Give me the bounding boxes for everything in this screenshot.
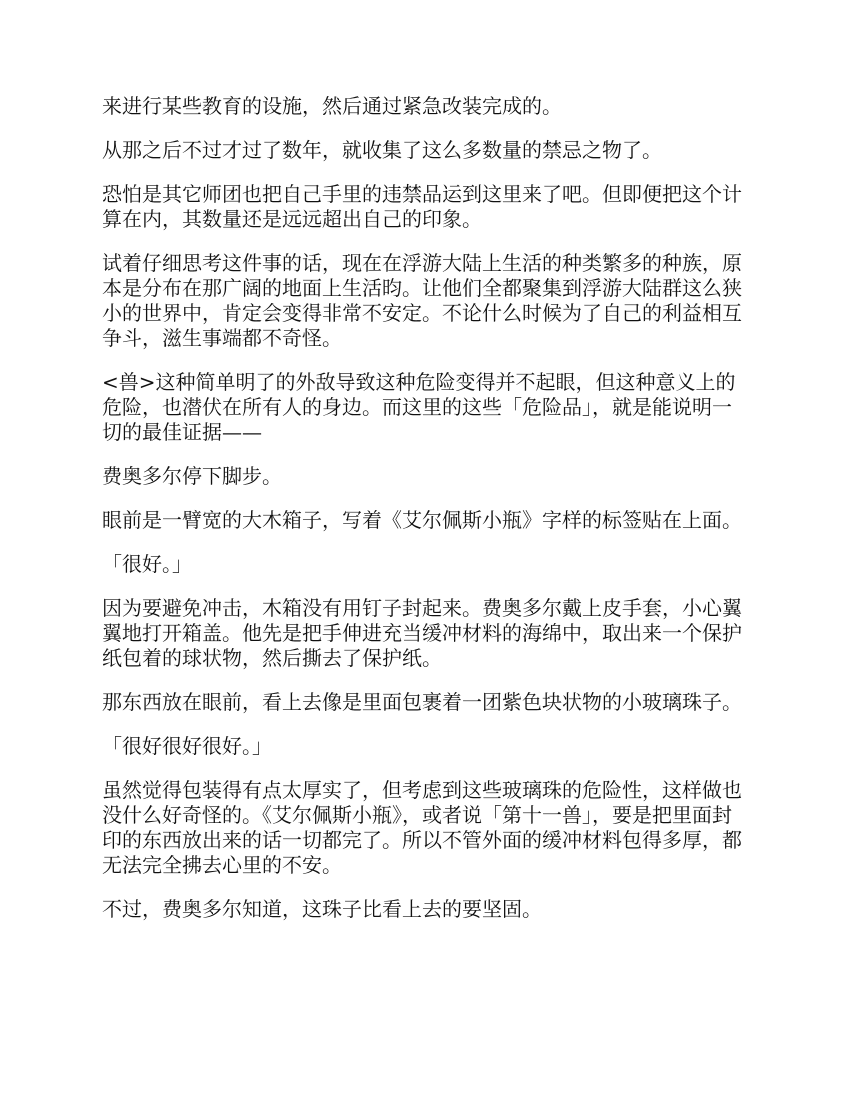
paragraph-5: <兽>这种简单明了的外敌导致这种危险变得并不起眼，但这种意义上的危险，也潜伏在所有人的身边。而这里的这些「危险品」，就是能说明一切的最佳证据—— [102, 370, 736, 444]
paragraph-6: 费奥多尔停下脚步。 [102, 464, 282, 488]
paragraph-11: 「很好很好很好。」 [102, 734, 272, 758]
paragraph-13: 不过，费奥多尔知道，这珠子比看上去的要坚固。 [102, 897, 542, 921]
paragraph-9: 因为要避免冲击，木箱没有用钉子封起来。费奥多尔戴上皮手套，小心翼翼地打开箱盖。他先是把手伸进充当缓冲材料的海绵中，取出来一个保护纸包着的球状物，然后撕去了保护纸。 [102, 596, 742, 670]
paragraph-10: 那东西放在眼前，看上去像是里面包裹着一团紫色块状物的小玻璃珠子。 [102, 690, 742, 714]
paragraph-7: 眼前是一臂宽的大木箱子，写着《艾尔佩斯小瓶》字样的标签贴在上面。 [102, 508, 742, 532]
paragraph-2: 从那之后不过才过了数年，就收集了这么多数量的禁忌之物了。 [102, 138, 662, 162]
paragraph-12: 虽然觉得包装得有点太厚实了，但考虑到这些玻璃珠的危险性，这样做也没什么好奇怪的。《艾尔佩斯小瓶》，或者说「第十一兽」，要是把里面封印的东西放出来的话一切都完了。所以不管外面的缓冲材料包得多厚，都无法完全拂去心里的不安。 [102, 778, 742, 877]
paragraph-3: 恐怕是其它师团也把自己手里的违禁品运到这里来了吧。但即便把这个计算在内，其数量还是远远超出自己的印象。 [102, 182, 742, 231]
paragraph-1: 来进行某些教育的设施，然后通过紧急改装完成的。 [102, 94, 562, 118]
paragraph-8: 「很好。」 [102, 552, 192, 576]
paragraph-4: 试着仔细思考这件事的话，现在在浮游大陆上生活的种类繁多的种族，原本是分布在那广阔的地面上生活昀。让他们全都聚集到浮游大陆群这么狭小的世界中，肯定会变得非常不安定。不论什么时候为了自己的利益相互争斗，滋生事端都不奇怪。 [102, 251, 742, 350]
